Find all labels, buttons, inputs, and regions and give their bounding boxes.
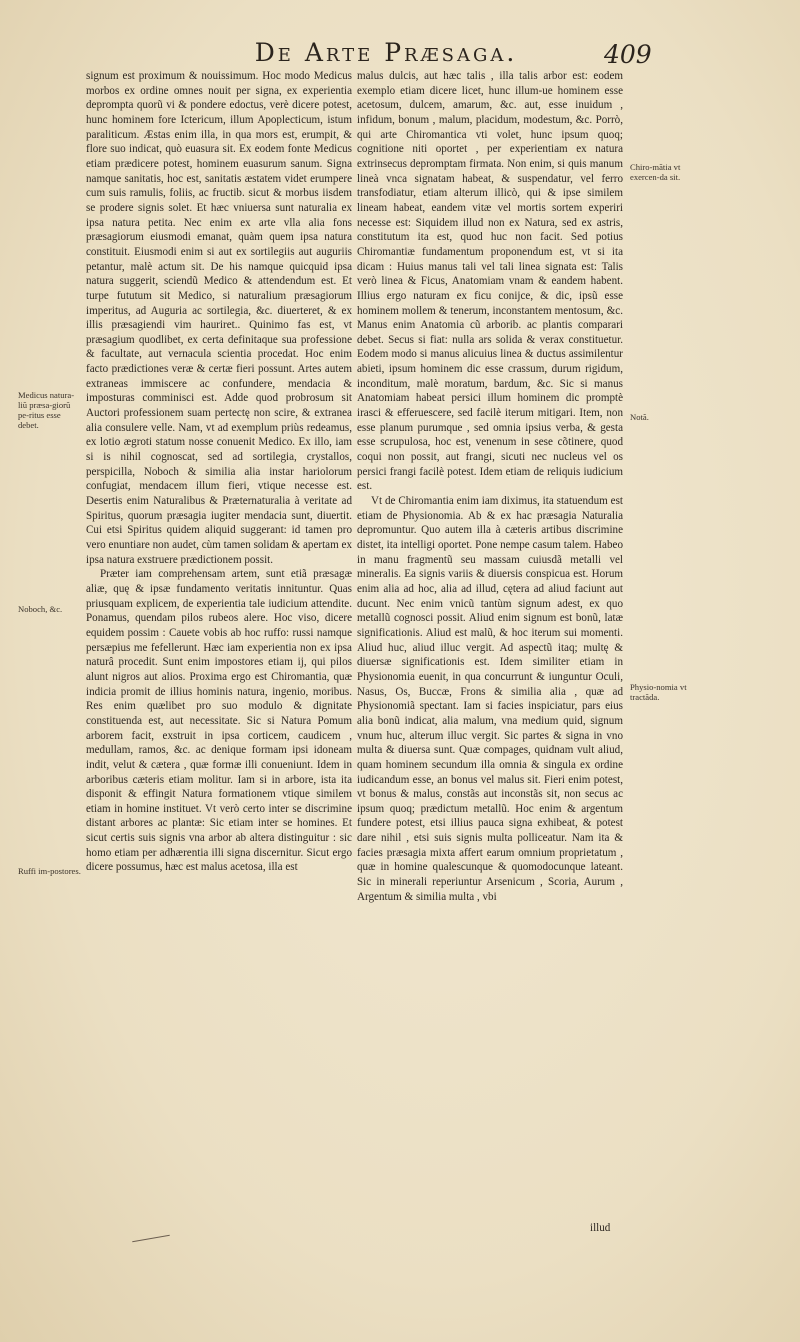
page-number: 409 [604,40,652,69]
left-paragraph-1: signum est proximum & nouissimum. Hoc modo Medicus morbos ex ordine omnes nouit per signa, ex experientia deprompta quorũ vi & pondere edoctus, verè dicere potest, hunc hominem fore Ictericum, illum Apoplecticum, istum paraliticum. Æstas enim illa, in qua mors est, erumpit, & flore suo indicat, quò euasura sit. Ex eodem fonte Medicus etiam prædicere potest, hominem euasurum sanum. Signa namque sanitatis, hoc est, sanitatis æstatem videt erumpere cum suis ramulis, foliis, ac fructib. sicut & morbus iisdem se prodere signis solet. Et hæc vniuersa sunt naturalia ex ipsa natura petita. Nec enim ex arte vlla alia fons præsagiorum eiusmodi emanat, quàm quem ipsa natura constituit. Eiusmodi enim si aut ex sortilegiis aut auguriis petantur, malè actum sit. De his namque quicquid ipsa natura suggerit, sciendũ Medico & attendendum est. Et turpe fututum sit Medico, si naturalium præsagiorum imperitus, ad Auguria ac sortilegia, &c. diuerteret, & ex illis præsagiendi vim hauriret.. Quinimo fas est, vt præsagium quodlibet, ex certa definitaque sua professione & facultate, aut vernacula scientia procedat. Hoc enim facto prædictiones veræ & certæ fieri possunt. Artes autem extraneas immiscere ac confundere, mendacia & imposturas comminisci est. Adde quod probrosum sit Auctori professionem suam pertectę non scire, & extranea alia consulere velle. Nam, vt ad exemplum priùs redeamus, ex lotio ægroti statum nosse conuenit Medico. Ex illo, iam si is nihil cognoscat, sed ad sortilegia, crystallos, perspicilla, Noboch & similia alia instar hariolorum confugiat, mendacem illum fieri, vtique necesse est. Desertis enim Naturalibus & Præternaturalia à veritate ad Spiritus, quorum præsagia iugiter mendacia sunt, diuertit. Cui etsi Spiritus quidem aliquid suggerant: id tamen pro vero enuntiare non audet, cùm tamen solidam & apertam ex ipsa natura exstruere prædictionem possit. [86,70,352,566]
catchword: illud [590,1222,611,1234]
margin-note-noboch: Noboch, &c. [18,604,63,614]
left-paragraph-2: Præter iam comprehensam artem, sunt etiã præsagæ aliæ, quę & ipsæ fundamento veritatis innituntur. Quas priusquam explicem, de experientia tale iudicium attendite. Ponamus, quendam pilos rubeos alere. Hoc viso, dicere equidem possim : Cauete vobis ab hoc ruffo: russi namque persæpius me fefellerunt. Hæc iam experientia non ex ipsa naturâ procedit. Sunt enim impostores etiam ij, qui pilos alunt nigros aut alios. Proxima ergo est Chiromantia, quæ indicia promit de illius hominis natura, ingenio, moribus. Res enim quælibet pro suo modulo & dignitate constituenda est, aut necessitate. Sic si Natura Pomum arborem facit, exstruit in ipsa corticem, caudicem , medullam, ramos, &c. ac denique formam ipsi idoneam indit, velut & cætera , quæ formæ illi conueniunt. Idem in arboribus cæteris etiam molitur. Iam si in arbore, ista ita disponit & effingit Natura formationem vtique similem etiam in homine instituet. Vt verò certo inter se discrimine distant arbores ac plantæ: Sic etiam inter se homines. Et sicut certis suis signis vna arbor ab altera distinguitur : sic homo etiam per adhærentia illi signa discernitur. Sicut ergo dicere possumus, hæc est malus acetosa, illa est [86,568,352,874]
right-column [357,69,623,904]
ink-stroke [132,1235,170,1243]
margin-note-nota: Notã. [630,412,649,422]
right-paragraph-1: malus dulcis, aut hæc talis , illa talis arbor est: eodem exemplo etiam dicere licet, hunc illum-ue hominem esse acetosum, dulcem, amarum, &c. aut, esse inuidum , infidum, bonum , malum, placidum, modestum, &c. Porrò, qui arte Chiromantica vti volet, hunc ipsum quoq; cognitione niti oportet , per experientiam ex natura extrinsecus depromptam firmata. Non enim, si quis manum lineà vnca signatam habeat, & suspendatur, vel ferro transfodiatur, etiam alterum illicò, qui & ipse similem lineam habeat, eandem vitæ vel mortis sortem experiri necesse est: Siquidem illud non ex Natura, sed ex astris, constitutum ita est, quod huc non facit. Sed potius Chiromantiæ fundamentum proponendum est, vt si ita dicam : Huius manus tali vel tali linea signata est: Talis verò linea & Ficus, Anatomiam vnam & eandem habent. Illius ergo naturam ex ficu conijce, & dic, ipsũ esse hominem mollem & tenerum, inconstantem mentosum, &c. Manus enim Anatomia cũ arborib. ac plantis comparari debet. Secus si fiat: nulla ars solida & verax constituetur. Eodem modo si manus alicuius linea & ductus assimilentur abieti, ipsum hominem dic esse crassum, durum rigidum, inconditum, malè moratum, bardum, &c. Sic si manus Anatomiam habeat persici illum hominem dic promptè irasci & efferuescere, sed facilè iterum mitigari. Item, non esse planum purumque , sed omnia ipsius verba, & gesta esse scrupulosa, hoc est, venenum in sese cõtinere, quod coqui non possit, aut frangi, sicuti nec nucleus vel os persici frangi facilè potest. Idem etiam de reliquis iudicium est. [357,70,623,493]
margin-note-chiromantia: Chiro-mãtia vt exercen-da sit. [630,162,681,182]
left-column [86,69,352,875]
margin-note-physionomia: Physio-nomia vt tractãda. [630,682,687,702]
margin-note-ruffi: Ruffi im-postores. [18,866,81,876]
running-title: De Arte Præsaga. [254,38,518,67]
right-paragraph-2: Vt de Chiromantia enim iam diximus, ita statuendum est etiam de Physionomia. Ab & ex hac præsagia Naturalia depromuntur. Quo autem illa à cæteris artibus discrimine distet, ita intelligi oportet. Pone nempe casum talem. Habeo in manu fragmentũ seu massam cuiusdã metalli vel mineralis. Ea signis variis & diuersis conspicua est. Horum enim alia ad hoc, alia ad illud, cętera ad aliud faciunt aut ducunt. Nec enim vnicũ tantùm signum adest, ex quo metallũ cognosci possit. Aliud enim signum est bonũ, latæ significationis. Aliud est malũ, & hoc iterum sui momenti. Aliud huc, aliud illuc vergit. Ad aspectũ itaq; multę & diuersæ significationis est. Idem similiter etiam in Physionomia euenit, in qua concurrunt & iunguntur Oculi, Nasus, Os, Buccæ, Frons & similia alia , quæ ad Physionomiã spectant. Iam si facies inspiciatur, pars eius alia bonũ indicat, alia malum, vna medium quid, signum vnum huc, alterum illuc vergit. Sic partes & signa in vno multa & diuersa sunt. Quæ compages, quidnam vult aliud, quam hominem secundum illa omnia & singula ex ordine iudicandum esse, an bonus vel malus sit. Fieri enim potest, vt bonus & malus, constãs aut inconstãs sit, non secus ac ipsum quoq; prædictum metallũ. Hoc enim & argentum fundere potest, etsi illius pauca signa exhibeat, & potest dare nihil , etsi suis signis multa polliceatur. Nam ita & facies præsagia mixta affert earum omnium proprietatum , quæ in homine qualescunque & quomodocunque lateant. Sic in minerali reperiuntur Arsenicum , Scoria, Aurum , Argentum & similia multa , vbi [357,495,623,903]
margin-note-medicus: Medicus natura-liũ præsa-giorũ pe-ritus esse debet. [18,390,75,430]
